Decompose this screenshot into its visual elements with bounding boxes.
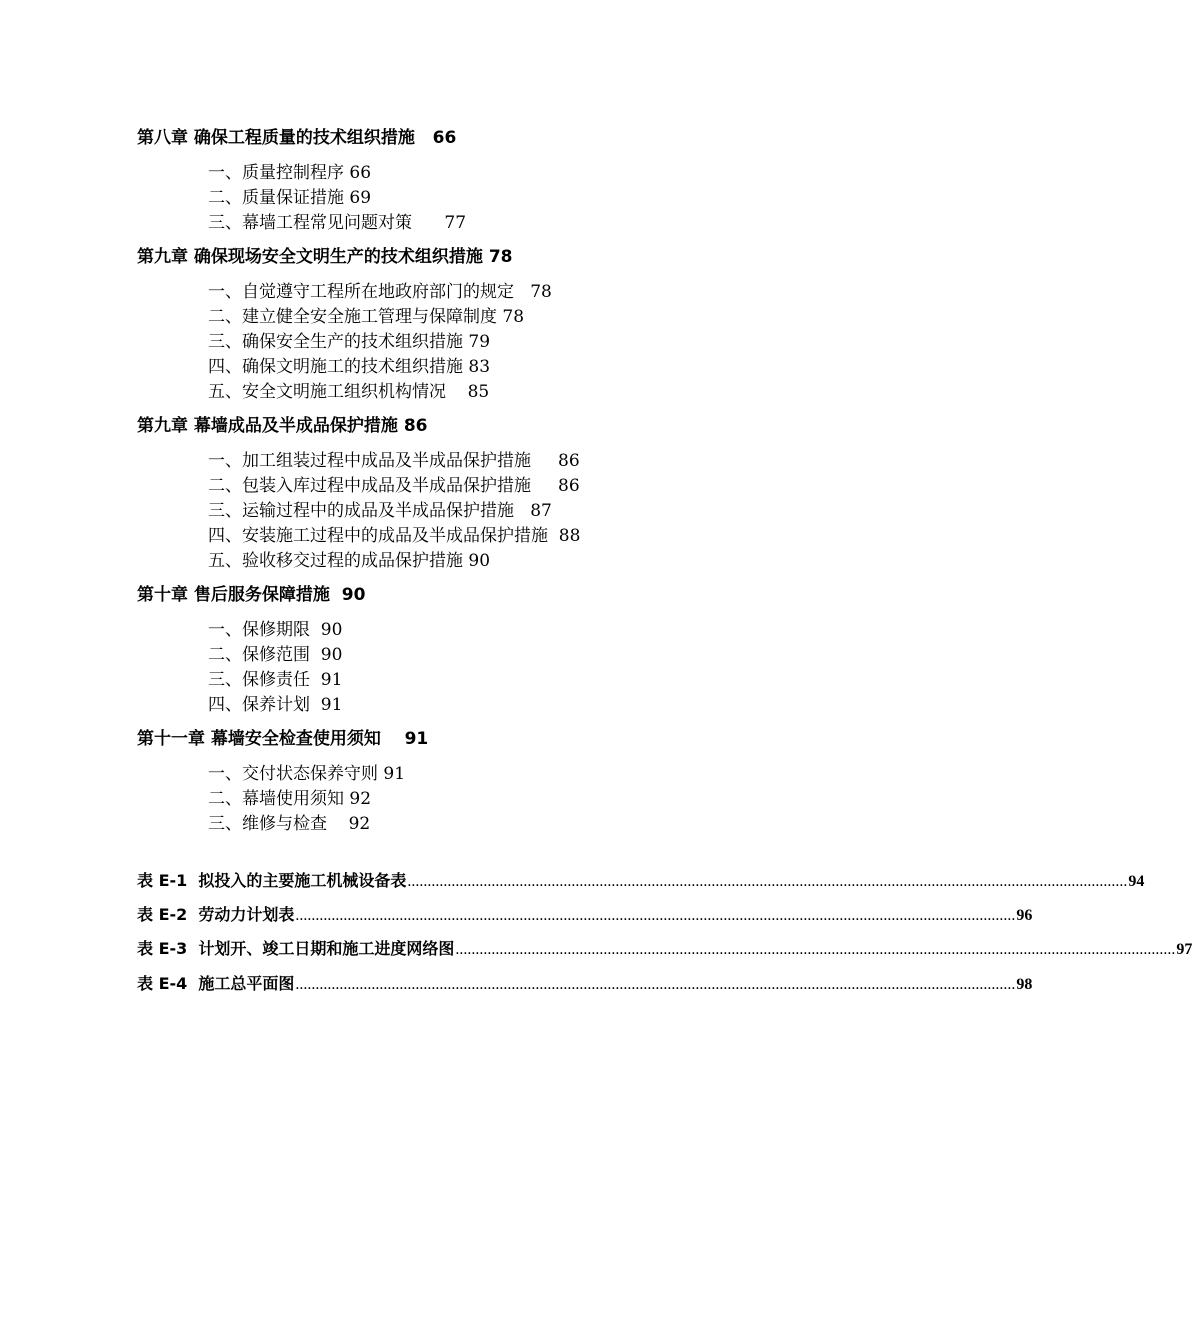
toc-item: 一、交付状态保养守则 91 xyxy=(208,764,406,784)
table-entry-page: 97 xyxy=(1176,941,1192,958)
leader-dots: .................................................................................................................................................................................... xyxy=(407,873,1128,890)
toc-item: 三、维修与检查 92 xyxy=(208,814,371,834)
toc-item: 四、安装施工过程中的成品及半成品保护措施 88 xyxy=(208,526,581,546)
chapter-heading: 第十一章 幕墙安全检查使用须知 91 xyxy=(137,729,429,749)
chapter-heading: 第八章 确保工程质量的技术组织措施 66 xyxy=(137,128,457,148)
table-entry xyxy=(137,904,1033,927)
toc-item: 四、保养计划 91 xyxy=(208,695,343,715)
table-entry-label: 表 E-2 劳动力计划表 xyxy=(137,905,295,924)
table-entry-label: 表 E-4 施工总平面图 xyxy=(137,974,295,993)
toc-item: 三、保修责任 91 xyxy=(208,670,343,690)
table-entry xyxy=(137,870,1145,893)
table-entry-page: 94 xyxy=(1128,873,1145,890)
toc-item: 二、保修范围 90 xyxy=(208,645,343,665)
toc-item: 二、建立健全安全施工管理与保障制度 78 xyxy=(208,307,525,327)
toc-item: 一、质量控制程序 66 xyxy=(208,163,372,183)
table-entry xyxy=(137,973,1033,996)
table-entry-page: 96 xyxy=(1016,907,1033,924)
toc-item: 三、幕墙工程常见问题对策 77 xyxy=(208,213,467,233)
table-entry-page: 98 xyxy=(1016,976,1033,993)
table-entry-label: 表 E-3 计划开、竣工日期和施工进度网络图 xyxy=(137,939,455,958)
toc-item: 二、包装入库过程中成品及半成品保护措施 86 xyxy=(208,476,580,496)
chapter-heading: 第九章 确保现场安全文明生产的技术组织措施 78 xyxy=(137,247,513,267)
toc-item: 五、验收移交过程的成品保护措施 90 xyxy=(208,551,491,571)
table-entry-label: 表 E-1 拟投入的主要施工机械设备表 xyxy=(137,871,407,890)
chapter-heading: 第九章 幕墙成品及半成品保护措施 86 xyxy=(137,416,428,436)
toc-item: 一、保修期限 90 xyxy=(208,620,343,640)
table-entry xyxy=(137,938,1192,961)
leader-dots: .................................................................................................................................................................................... xyxy=(295,907,1016,924)
toc-item: 三、确保安全生产的技术组织措施 79 xyxy=(208,332,491,352)
toc-item: 二、幕墙使用须知 92 xyxy=(208,789,372,809)
chapter-heading: 第十章 售后服务保障措施 90 xyxy=(137,585,366,605)
toc-item: 五、安全文明施工组织机构情况 85 xyxy=(208,382,490,402)
leader-dots: .................................................................................................................................................................................... xyxy=(455,941,1176,958)
toc-item: 四、确保文明施工的技术组织措施 83 xyxy=(208,357,491,377)
leader-dots: .................................................................................................................................................................................... xyxy=(295,976,1016,993)
toc-item: 一、加工组装过程中成品及半成品保护措施 86 xyxy=(208,451,580,471)
toc-item: 一、自觉遵守工程所在地政府部门的规定 78 xyxy=(208,282,552,302)
toc-item: 三、运输过程中的成品及半成品保护措施 87 xyxy=(208,501,552,521)
toc-item: 二、质量保证措施 69 xyxy=(208,188,372,208)
